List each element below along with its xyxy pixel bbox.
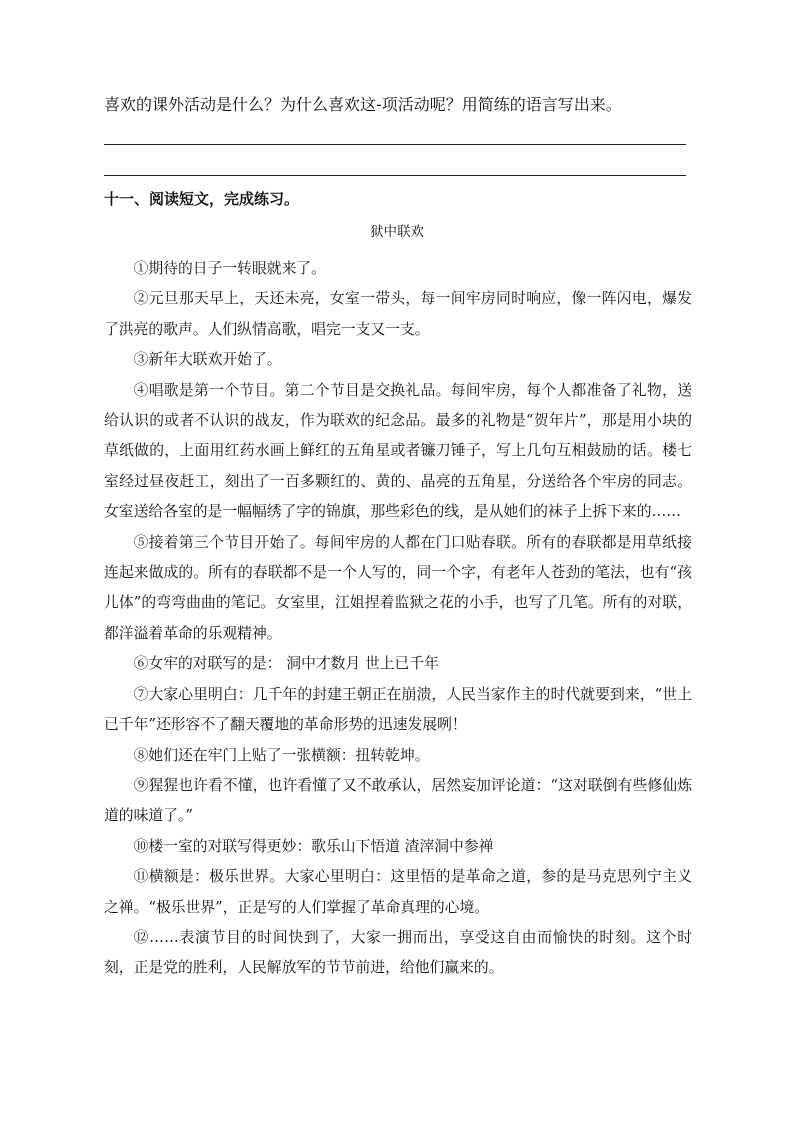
answer-line-1	[104, 144, 686, 145]
article-body	[104, 254, 692, 984]
paragraph-12: ⑫……表演节目的时间快到了，大家一拥而出，享受这自由而愉快的时刻。这个时刻，正是党的胜利，人民解放军的节节前进，给他们赢来的。	[104, 928, 692, 977]
paragraph-9: ⑨猩猩也许看不懂，也许看懂了又不敢承认，居然妄加评论道：“这对联倒有些修仙炼道的味道了。”	[104, 776, 692, 825]
paragraph-10: ⑩楼一室的对联写得更妙：歌乐山下悟道 渣滓洞中参禅	[133, 837, 494, 855]
paragraph-7: ⑦大家心里明白：几千年的封建王朝正在崩溃，人民当家作主的时代就要到来，“世上已千年”还形容不了翻天覆地的革命形势的迅速发展咧！	[104, 685, 692, 734]
article-title: 狱中联欢	[370, 224, 424, 240]
paragraph-1: ①期待的日子一转眼就来了。	[133, 260, 326, 277]
paragraph-3: ③新年大联欢开始了。	[133, 351, 282, 369]
paragraph-4: ④唱歌是第一个节目。第二个节目是交换礼品。每间牢房，每个人都准备了礼物，送给认识的或者不认识的战友，作为联欢的纪念品。最多的礼物是“贺年片”，那是用小块的草纸做的，上面用红药水画上鲜红的五角星或者镰刀锤子，写上几句互相鼓励的话。楼七室经过昼夜赶工，刻出了一百多颗红的、黄的、晶亮的五角星，分送给各个牢房的同志。女室送给各室的是一幅幅绣了字的锦旗，那些彩色的线，是从她们的袜子上拆下来的……	[104, 381, 692, 521]
paragraph-6: ⑥女牢的对联写的是： 洞中才数月 世上已千年	[133, 655, 439, 673]
paragraph-8: ⑧她们还在牢门上贴了一张横额：扭转乾坤。	[133, 746, 430, 764]
paragraph-2: ②元旦那天早上，天还未亮，女室一带头，每一间牢房同时响应，像一阵闪电，爆发了洪亮的歌声。人们纵情高歌，唱完一支又一支。	[104, 290, 692, 338]
question-text: 喜欢的课外活动是什么？为什么喜欢这-项活动呢？用简练的语言写出来。	[104, 95, 622, 114]
section-heading: 十一、阅读短文，完成练习。	[104, 190, 300, 208]
paragraph-5: ⑤接着第三个节目开始了。每间牢房的人都在门口贴春联。所有的春联都是用草纸接连起来做成的。所有的春联都不是一个人写的，同一个字，有老年人苍劲的笔法，也有“孩儿体”的弯弯曲曲的笔记。女室里，江姐捏着监狱之花的小手，也写了几笔。所有的对联，都洋溢着革命的乐观精神。	[104, 533, 692, 642]
answer-line-2	[104, 175, 686, 176]
paragraph-11: ⑪横额是：极乐世界。大家心里明白：这里悟的是革命之道，参的是马克思列宁主义之禅。“极乐世界”，正是写的人们掌握了革命真理的心境。	[104, 868, 692, 916]
